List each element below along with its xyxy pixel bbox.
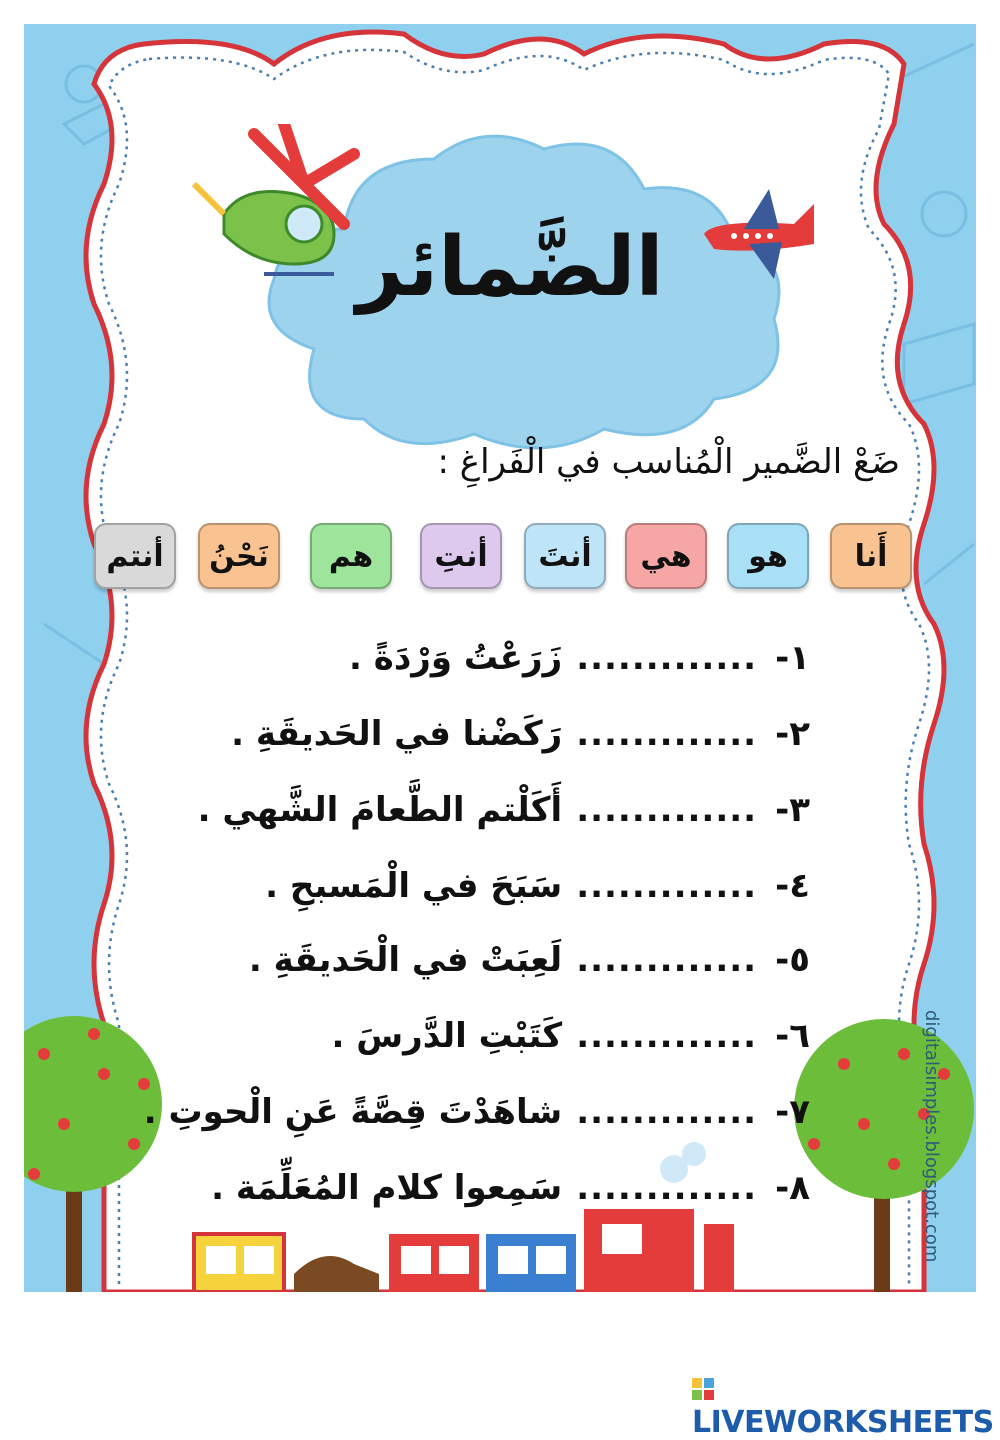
- question-number: ٣-: [775, 790, 810, 830]
- question-row: [332, 1016, 810, 1056]
- question-row: [144, 1092, 810, 1132]
- pronoun-chip[interactable]: نَحْنُ: [198, 523, 280, 589]
- pronoun-chip[interactable]: أنتم: [94, 523, 176, 589]
- liveworksheets-logo[interactable]: [692, 1370, 1000, 1440]
- question-text: زَرَعْتُ وَرْدَةً .: [349, 638, 563, 678]
- question-text: رَكَضْنا في الحَديقَةِ .: [231, 714, 563, 754]
- question-text: سَبَحَ في الْمَسبحِ .: [265, 866, 563, 906]
- question-text: أَكَلْتم الطَّعامَ الشَّهي .: [197, 790, 563, 830]
- question-text: سَمِعوا كلام المُعَلِّمَة .: [211, 1168, 563, 1208]
- answer-blank[interactable]: .............: [576, 638, 758, 678]
- pronoun-chip[interactable]: أَنا: [830, 523, 912, 589]
- pronoun-chip[interactable]: أنتَ: [524, 523, 606, 589]
- question-number: ٢-: [775, 714, 810, 754]
- question-row: [249, 940, 810, 980]
- question-row: [349, 638, 810, 678]
- question-row: [265, 866, 810, 906]
- pronoun-chip[interactable]: هي: [625, 523, 707, 589]
- question-text: شاهَدْتَ قِصَّةً عَنِ الْحوتِ .: [143, 1092, 563, 1132]
- watermark: digitalsimples.blogspot.com: [921, 1010, 942, 1263]
- answer-blank[interactable]: .............: [576, 940, 758, 980]
- page-title: الضَّمائر: [356, 220, 664, 315]
- question-number: ٥-: [775, 940, 810, 980]
- pronoun-chip[interactable]: هو: [727, 523, 809, 589]
- pronoun-chip[interactable]: أنتِ: [420, 523, 502, 589]
- answer-blank[interactable]: .............: [576, 790, 758, 830]
- question-row: [231, 714, 810, 754]
- answer-blank[interactable]: .............: [576, 1092, 758, 1132]
- answer-blank[interactable]: .............: [576, 714, 758, 754]
- question-number: ١-: [775, 638, 810, 678]
- answer-blank[interactable]: .............: [576, 1016, 758, 1056]
- question-text: لَعِبَتْ في الْحَديقَةِ .: [248, 940, 563, 980]
- answer-blank[interactable]: .............: [576, 866, 758, 906]
- question-row: [211, 1168, 810, 1208]
- question-number: ٧-: [775, 1092, 810, 1132]
- logo-icon: [692, 1378, 714, 1400]
- question-number: ٦-: [775, 1016, 810, 1056]
- pronoun-bank: [96, 523, 912, 589]
- instruction-text: ضَعْ الضَّمير الْمُناسب في الْفَراغِ :: [437, 442, 900, 482]
- logo-text: LIVEWORKSHEETS: [692, 1405, 994, 1440]
- answer-blank[interactable]: .............: [576, 1168, 758, 1208]
- question-text: كَتَبْتِ الدَّرسَ .: [331, 1016, 563, 1056]
- question-number: ٤-: [775, 866, 810, 906]
- pronoun-chip[interactable]: هم: [310, 523, 392, 589]
- question-row: [198, 790, 810, 830]
- question-number: ٨-: [775, 1168, 810, 1208]
